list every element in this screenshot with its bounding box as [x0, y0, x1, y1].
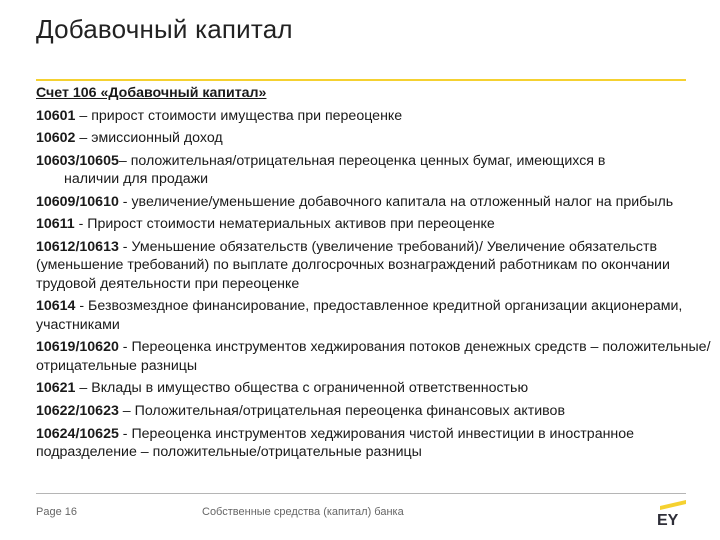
account-description: – прирост стоимости имущества при переоценке — [75, 107, 403, 124]
ey-logo-icon — [656, 500, 688, 526]
account-description: - Уменьшение обязательств (увеличение требований)/ Увеличение обязательств (уменьшение требований) по выплате долгосрочных вознаграждений работникам по окончании трудовой деятельности при переоценке — [36, 238, 670, 292]
list-item — [36, 215, 716, 233]
account-code: 10622/10623 — [36, 402, 119, 419]
account-code: 10609/10610 — [36, 193, 119, 210]
footer-divider — [36, 493, 686, 494]
account-description: – эмиссионный доход — [75, 130, 223, 147]
list-item — [36, 338, 716, 375]
list-item — [36, 297, 716, 334]
account-description: - Безвозмездное финансирование, предоставленное кредитной организации акционерами, участниками — [36, 298, 683, 333]
account-description: - Переоценка инструментов хеджирования чистой инвестиции в иностранное подразделение – положительные/отрицательные разницы — [36, 425, 635, 460]
slide-body — [36, 84, 716, 466]
account-description: – Положительная/отрицательная переоценка финансовых активов — [118, 402, 565, 419]
page-number: Page 16 — [36, 506, 77, 518]
list-item — [36, 107, 716, 125]
list-item — [36, 129, 716, 147]
account-code: 10611 — [36, 216, 75, 233]
section-heading: Счет 106 «Добавочный капитал» — [36, 85, 267, 101]
list-item — [36, 152, 716, 189]
list-item — [36, 402, 716, 420]
list-item — [36, 193, 716, 211]
logo-text: EY — [657, 512, 679, 526]
list-item — [36, 379, 716, 397]
account-code: 10601 — [36, 107, 76, 124]
account-code: 10612/10613 — [36, 238, 119, 255]
account-description: – Вклады в имущество общества с ограниченной ответственностью — [75, 380, 529, 397]
account-code: 10621 — [36, 380, 76, 397]
footer-caption: Собственные средства (капитал) банка — [202, 506, 404, 518]
account-code: 10614 — [36, 298, 76, 315]
account-code: 10619/10620 — [36, 339, 119, 356]
account-description: – положительная/отрицательная переоценка ценных бумаг, имеющихся в — [118, 152, 606, 169]
account-code: 10624/10625 — [36, 425, 119, 442]
account-code: 10602 — [36, 130, 76, 147]
account-description: - Переоценка инструментов хеджирования потоков денежных средств – положительные/отрицательные разницы — [36, 339, 711, 374]
account-code: 10603/10605 — [36, 152, 119, 169]
list-item — [36, 238, 716, 293]
account-description: - Прирост стоимости нематериальных активов при переоценке — [74, 216, 495, 233]
slide-title: Добавочный капитал — [36, 14, 293, 44]
account-description: - увеличение/уменьшение добавочного капитала на отложенный налог на прибыль — [118, 193, 674, 210]
list-item — [36, 425, 716, 462]
title-divider — [36, 79, 686, 81]
account-description-continued: наличии для продажи — [64, 171, 209, 188]
